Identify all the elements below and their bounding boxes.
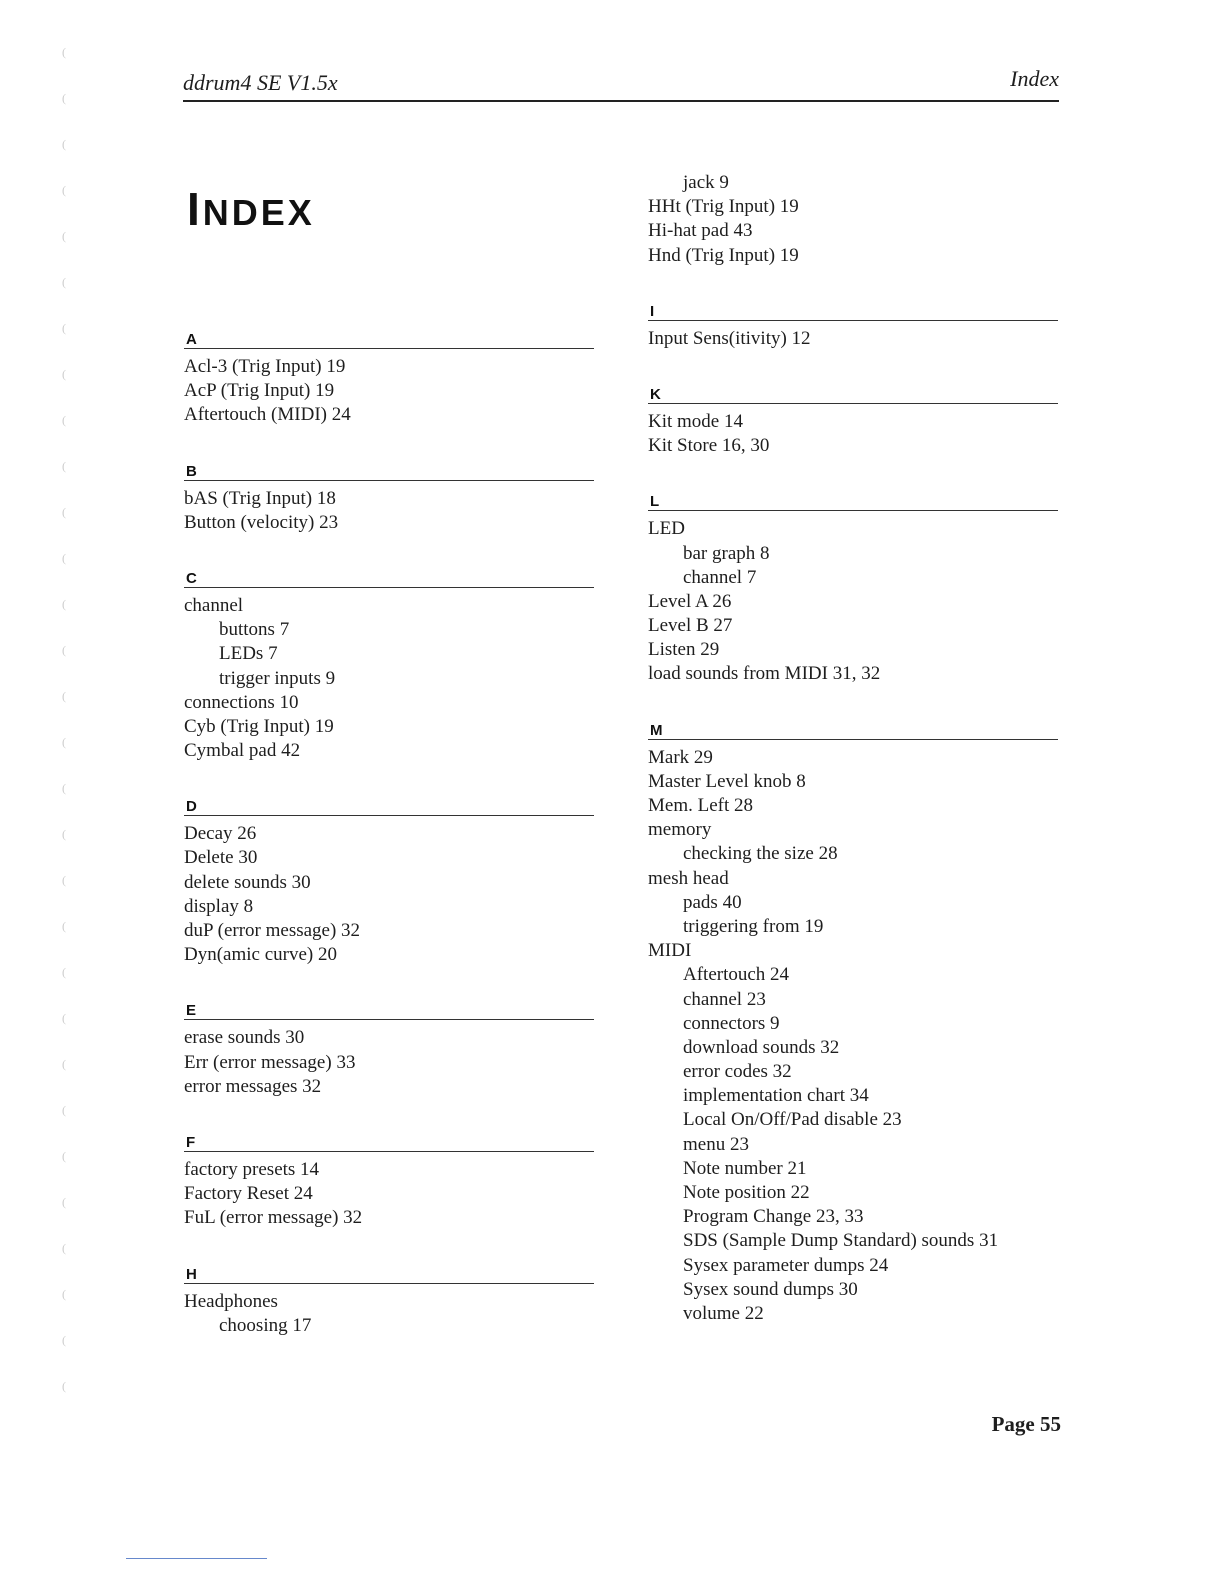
index-letter-heading: I <box>648 292 1058 321</box>
scan-mark: ( <box>62 1103 66 1117</box>
index-group <box>184 452 594 535</box>
index-group <box>184 1255 594 1338</box>
scan-mark: ( <box>62 689 66 703</box>
group-spacer <box>648 687 1058 711</box>
index-letter-heading: M <box>648 711 1058 740</box>
index-entry: factory presets 14 <box>184 1158 320 1180</box>
index-subentry: channel 23 <box>683 988 766 1010</box>
footer-rule <box>126 1558 267 1559</box>
scan-mark: ( <box>62 1057 66 1071</box>
group-spacer <box>184 535 594 559</box>
index-entry: Dyn(amic curve) 20 <box>184 944 337 966</box>
index-subentry: Aftertouch 24 <box>683 964 790 986</box>
index-subentry: Note position 22 <box>683 1182 810 1203</box>
index-entry: Cymbal pad 42 <box>184 740 301 762</box>
scan-mark: ( <box>62 137 66 151</box>
index-entry: load sounds from MIDI 31, 32 <box>648 663 881 685</box>
scan-mark: ( <box>62 1149 66 1163</box>
index-subentry: implementation chart 34 <box>683 1085 869 1107</box>
group-spacer <box>648 351 1058 375</box>
index-entry: Mark 29 <box>648 746 713 768</box>
index-column-left <box>184 320 594 1338</box>
index-subentry: menu 23 <box>683 1133 749 1155</box>
index-subentry: trigger inputs 9 <box>219 667 336 689</box>
index-entry: channel <box>184 594 244 616</box>
index-subentry: triggering from 19 <box>683 915 824 937</box>
scan-mark: ( <box>62 1011 66 1025</box>
index-group <box>184 559 594 763</box>
index-heading <box>187 182 315 236</box>
index-entry: Input Sens(itivity) 12 <box>648 327 811 349</box>
index-subentry: buttons 7 <box>219 619 290 641</box>
index-entry: Decay 26 <box>184 823 257 845</box>
index-group <box>184 787 594 967</box>
page-header <box>183 66 1059 102</box>
index-entry: connections 10 <box>184 691 299 713</box>
index-entry: Delete 30 <box>184 847 258 869</box>
index-group <box>184 991 594 1099</box>
group-spacer <box>648 268 1058 292</box>
scan-mark: ( <box>62 735 66 749</box>
scan-mark: ( <box>62 781 66 795</box>
index-letter-heading: H <box>184 1255 594 1284</box>
scan-mark: ( <box>62 551 66 565</box>
index-entry: Kit Store 16, 30 <box>648 435 770 457</box>
scan-mark: ( <box>62 643 66 657</box>
index-subentry: SDS (Sample Dump Standard) sounds 31 <box>683 1230 999 1252</box>
index-entry: Level A 26 <box>648 590 732 612</box>
index-group <box>648 482 1058 686</box>
scan-mark: ( <box>62 597 66 611</box>
index-subentry: Program Change 23, 33 <box>683 1206 864 1228</box>
index-subentry: jack 9 <box>683 172 729 193</box>
index-letter-heading: C <box>184 559 594 588</box>
scan-mark: ( <box>62 413 66 427</box>
index-entry: Hnd (Trig Input) 19 <box>648 244 799 266</box>
index-entry: erase sounds 30 <box>184 1027 305 1049</box>
group-spacer <box>184 428 594 452</box>
index-entry: error messages 32 <box>184 1075 322 1097</box>
scan-mark: ( <box>62 1379 66 1393</box>
index-subentry: volume 22 <box>683 1302 764 1324</box>
index-group <box>648 711 1058 1327</box>
index-entry: Mem. Left 28 <box>648 795 754 816</box>
index-entry: Button (velocity) 23 <box>184 511 339 533</box>
index-heading-initial: I <box>187 183 203 235</box>
index-entry: FuL (error message) 32 <box>184 1207 363 1229</box>
scan-mark: ( <box>62 459 66 473</box>
index-subentry: Note number 21 <box>683 1157 807 1179</box>
group-spacer <box>648 458 1058 482</box>
index-entry: mesh head <box>648 867 729 889</box>
index-subentry: channel 7 <box>683 566 757 588</box>
index-entry: Acl-3 (Trig Input) 19 <box>184 356 346 377</box>
index-group <box>648 171 1058 268</box>
index-entry: delete sounds 30 <box>184 871 311 893</box>
index-entry: Headphones <box>184 1290 278 1312</box>
index-column-right <box>648 171 1058 1326</box>
scan-mark: ( <box>62 1195 66 1209</box>
scan-mark: ( <box>62 1287 66 1301</box>
index-letter-heading: L <box>648 482 1058 511</box>
scan-mark: ( <box>62 367 66 381</box>
scan-mark: ( <box>62 91 66 105</box>
scan-mark: ( <box>62 45 66 59</box>
index-subentry: error codes 32 <box>683 1061 792 1083</box>
scan-mark: ( <box>62 1241 66 1255</box>
index-subentry: pads 40 <box>683 891 742 913</box>
scan-mark: ( <box>62 965 66 979</box>
index-entry: memory <box>648 819 712 841</box>
group-spacer <box>184 1231 594 1255</box>
index-subentry: checking the size 28 <box>683 843 838 865</box>
index-group <box>648 375 1058 458</box>
index-entry: Factory Reset 24 <box>184 1183 313 1205</box>
index-group <box>648 292 1058 351</box>
scan-mark: ( <box>62 321 66 335</box>
index-subentry: Local On/Off/Pad disable 23 <box>683 1109 902 1131</box>
index-subentry: choosing 17 <box>219 1314 312 1336</box>
index-subentry: LEDs 7 <box>219 643 278 665</box>
scan-mark: ( <box>62 229 66 243</box>
index-entry: Cyb (Trig Input) 19 <box>184 715 334 737</box>
index-entry: AcP (Trig Input) 19 <box>184 380 335 402</box>
index-subentry: Sysex parameter dumps 24 <box>683 1254 889 1276</box>
document-title: ddrum4 SE V1.5x <box>183 70 338 95</box>
index-letter-heading: B <box>184 452 594 481</box>
index-entry: Level B 27 <box>648 615 733 637</box>
index-letter-heading: D <box>184 787 594 816</box>
index-subentry: Sysex sound dumps 30 <box>683 1278 858 1300</box>
index-letter-heading: K <box>648 375 1058 404</box>
index-entry: MIDI <box>648 940 692 962</box>
index-entry: Master Level knob 8 <box>648 770 806 792</box>
index-letter-heading: F <box>184 1123 594 1152</box>
index-entry: HHt (Trig Input) 19 <box>648 196 799 218</box>
index-entry: LED <box>648 518 685 540</box>
scan-mark: ( <box>62 827 66 841</box>
index-letter-heading: A <box>184 320 594 349</box>
index-entry: Kit mode 14 <box>648 410 743 432</box>
index-entry: display 8 <box>184 895 254 917</box>
index-entry: bAS (Trig Input) 18 <box>184 487 336 509</box>
scan-mark: ( <box>62 919 66 933</box>
page-number: Page 55 <box>991 1412 1061 1436</box>
group-spacer <box>184 967 594 991</box>
index-entry: duP (error message) 32 <box>184 920 361 941</box>
index-subentry: connectors 9 <box>683 1012 780 1034</box>
group-spacer <box>184 1099 594 1123</box>
index-group <box>184 320 594 428</box>
index-entry: Listen 29 <box>648 639 720 661</box>
index-subentry: download sounds 32 <box>683 1036 840 1058</box>
index-entry: Err (error message) 33 <box>184 1051 356 1073</box>
index-group <box>184 1123 594 1231</box>
scan-mark: ( <box>62 1333 66 1347</box>
scan-mark: ( <box>62 183 66 197</box>
group-spacer <box>184 763 594 787</box>
scan-mark: ( <box>62 505 66 519</box>
scan-mark: ( <box>62 873 66 887</box>
index-letter-heading: E <box>184 991 594 1020</box>
index-subentry: bar graph 8 <box>683 542 770 564</box>
index-entry: Hi-hat pad 43 <box>648 220 753 242</box>
index-heading-rest: NDEX <box>202 192 315 233</box>
scan-mark: ( <box>62 275 66 289</box>
index-entry: Aftertouch (MIDI) 24 <box>184 404 351 426</box>
section-title: Index <box>1010 66 1059 91</box>
